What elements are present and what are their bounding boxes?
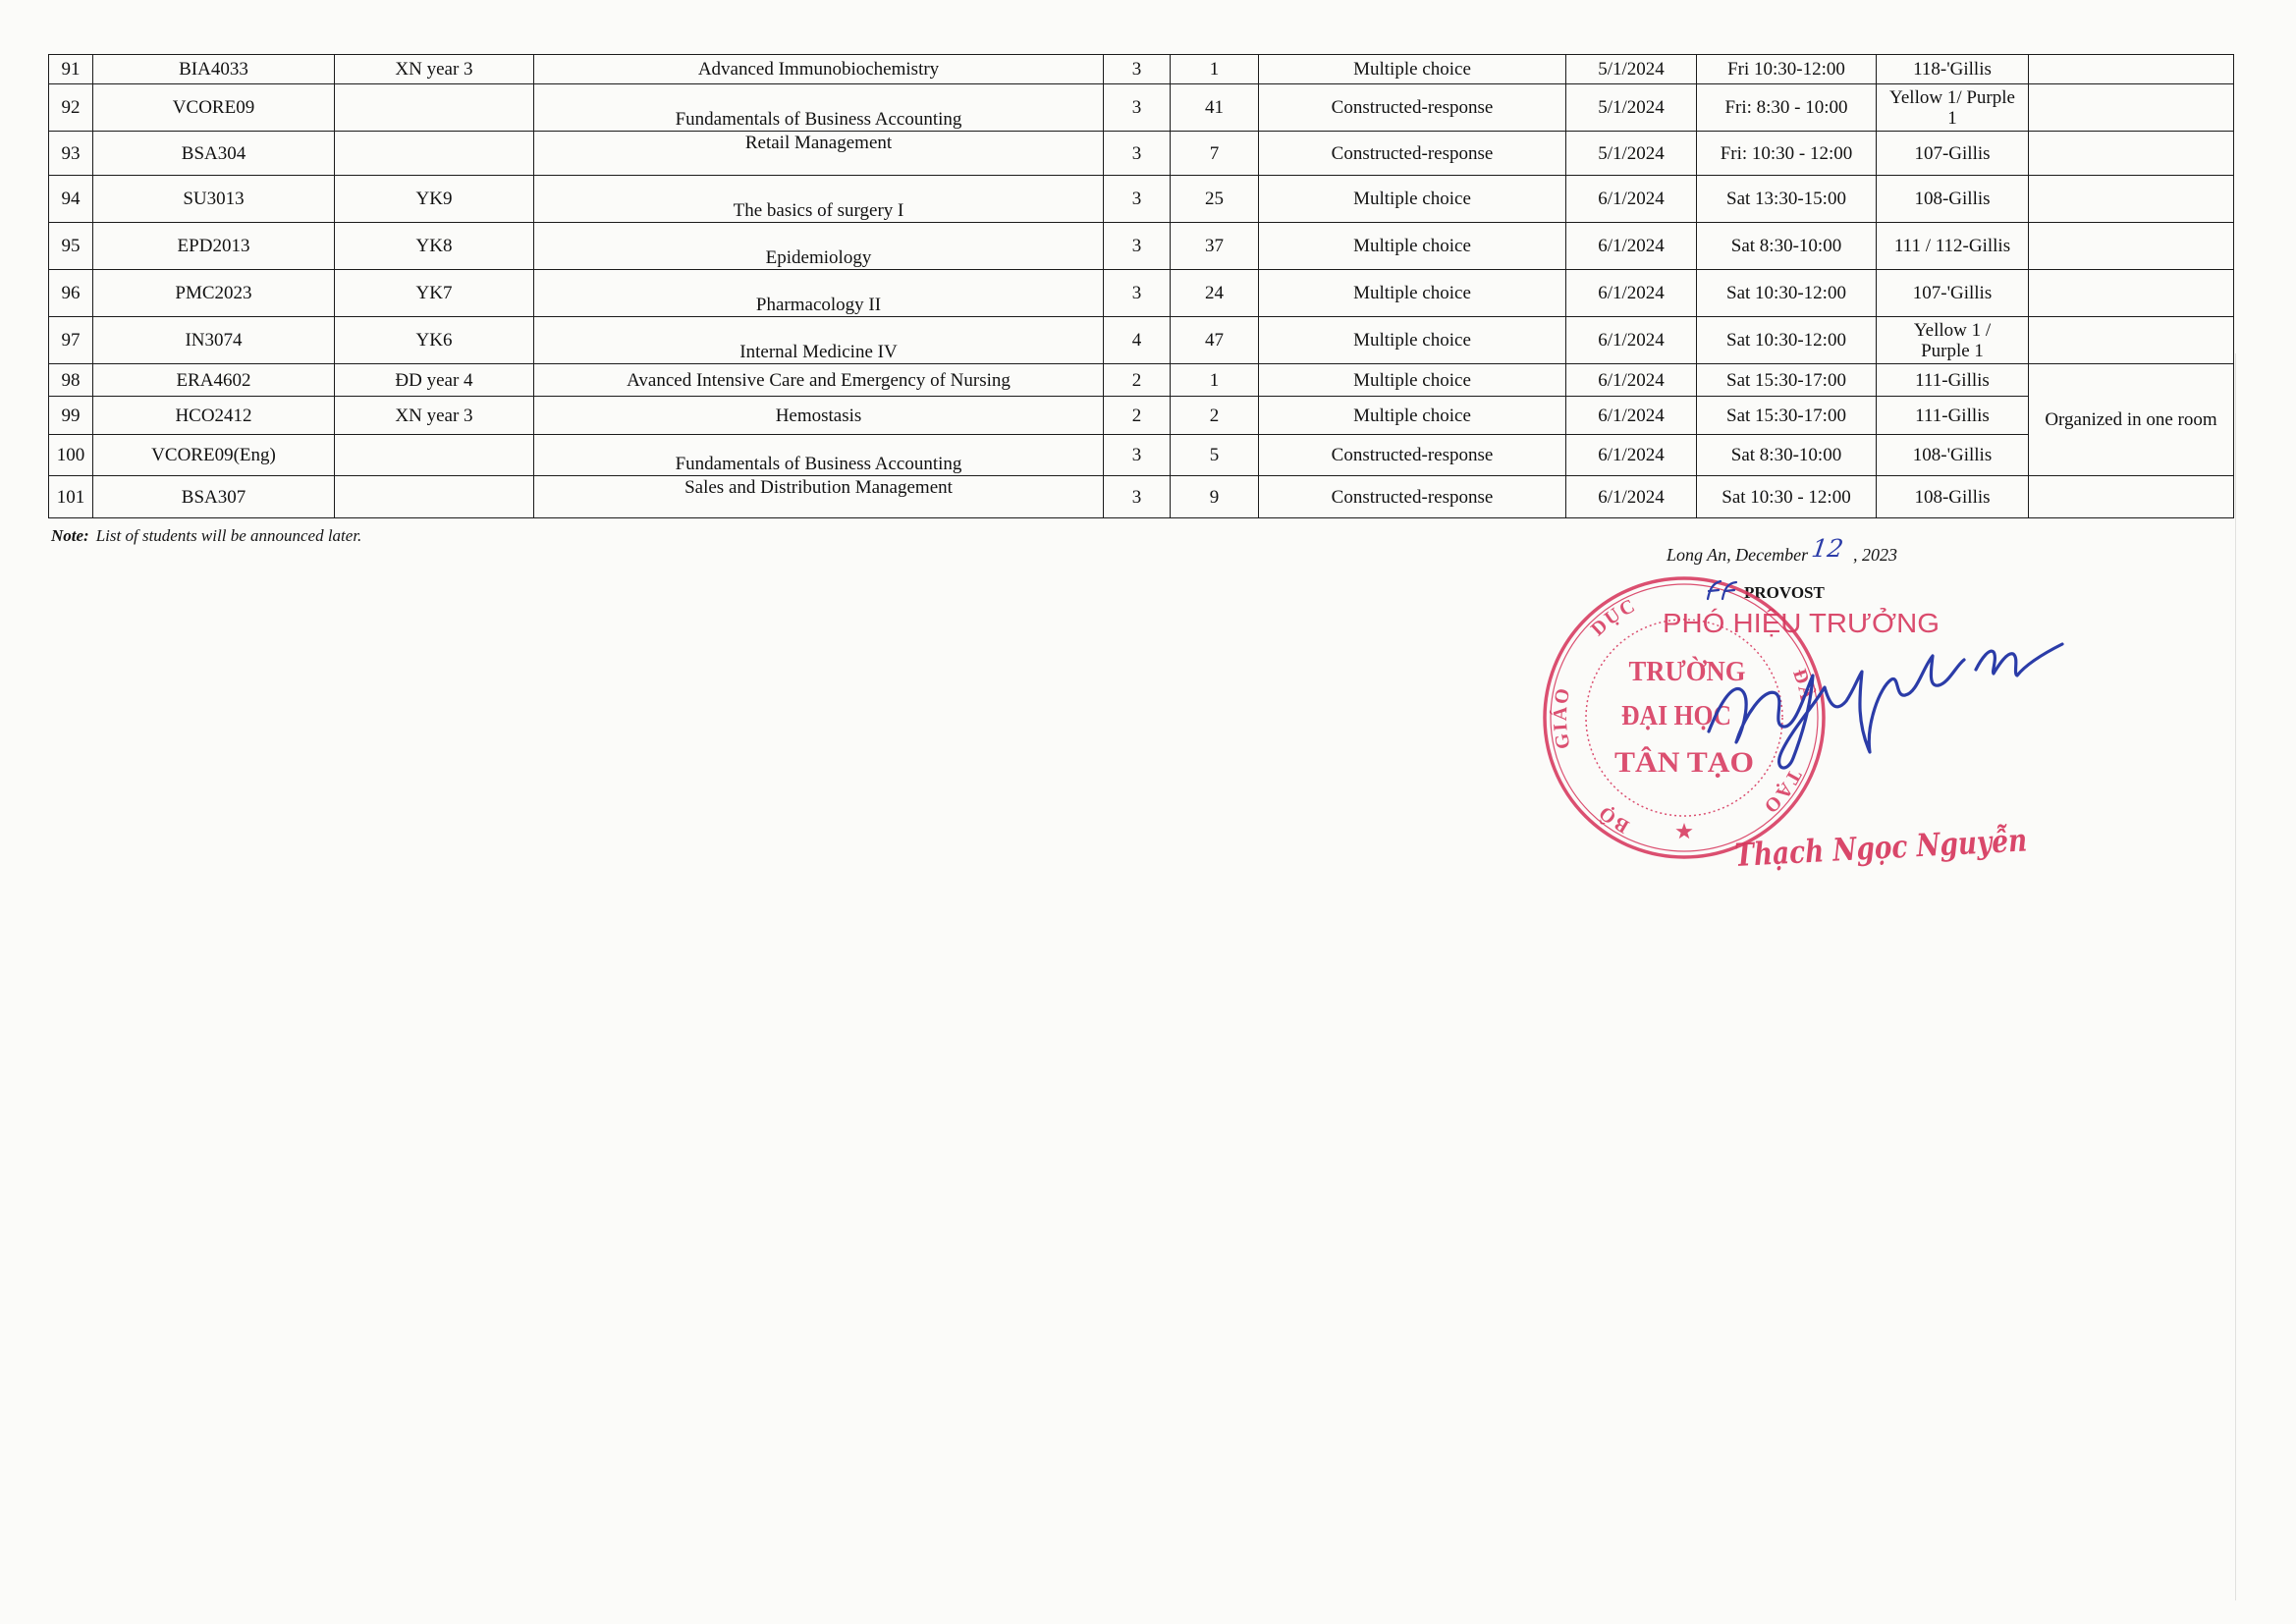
student-count-cell: 2 — [1171, 397, 1259, 435]
exam-row — [49, 270, 2234, 317]
room-cell: 111 / 112-Gillis — [1877, 223, 2029, 270]
exam-date-cell: 6/1/2024 — [1566, 397, 1697, 435]
class-cell: YK9 — [335, 176, 534, 223]
course-code-cell: VCORE09 — [93, 84, 335, 132]
exam-date-cell: 6/1/2024 — [1566, 435, 1697, 476]
room-cell: 108-Gillis — [1877, 176, 2029, 223]
exam-format-cell: Multiple choice — [1259, 223, 1566, 270]
course-code-cell: BIA4033 — [93, 55, 335, 84]
course-code-cell: PMC2023 — [93, 270, 335, 317]
class-cell: XN year 3 — [335, 397, 534, 435]
exam-format-cell: Multiple choice — [1259, 176, 1566, 223]
footnote-text: List of students will be announced later. — [95, 526, 362, 545]
note-cell — [2029, 55, 2234, 84]
room-cell: 111-Gillis — [1877, 397, 2029, 435]
exam-time-cell: Fri: 10:30 - 12:00 — [1697, 132, 1877, 176]
room-cell: Yellow 1/ Purple 1 — [1877, 84, 2029, 132]
course-code-cell: HCO2412 — [93, 397, 335, 435]
exam-date-cell: 6/1/2024 — [1566, 317, 1697, 364]
signature-stroke-flourish — [1976, 644, 2062, 676]
credits-cell: 3 — [1104, 55, 1171, 84]
row-number-cell: 95 — [49, 223, 93, 270]
exam-format-cell: Multiple choice — [1259, 317, 1566, 364]
exam-row — [49, 223, 2234, 270]
exam-time-cell: Fri: 8:30 - 10:00 — [1697, 84, 1877, 132]
course-code-cell: ERA4602 — [93, 364, 335, 397]
credits-cell: 2 — [1104, 397, 1171, 435]
handwritten-day: 12 — [1810, 534, 1845, 563]
exam-row — [49, 317, 2234, 364]
seal-star-icon — [1675, 823, 1692, 839]
student-count-cell: 24 — [1171, 270, 1259, 317]
seal-line-name: TÂN TẠO — [1614, 746, 1754, 779]
student-count-cell: 47 — [1171, 317, 1259, 364]
class-cell — [335, 84, 534, 132]
exam-time-cell: Sat 10:30-12:00 — [1697, 317, 1877, 364]
credits-cell: 3 — [1104, 176, 1171, 223]
stamp-and-signature — [1512, 550, 2160, 903]
note-cell — [2029, 317, 2234, 364]
exam-format-cell: Multiple choice — [1259, 397, 1566, 435]
exam-date-cell: 6/1/2024 — [1566, 476, 1697, 518]
credits-cell: 3 — [1104, 84, 1171, 132]
room-cell: 108-'Gillis — [1877, 435, 2029, 476]
room-cell: 107-Gillis — [1877, 132, 2029, 176]
exam-format-cell: Multiple choice — [1259, 364, 1566, 397]
class-cell — [335, 476, 534, 518]
exam-time-cell: Fri 10:30-12:00 — [1697, 55, 1877, 84]
note-cell: Organized in one room — [2029, 364, 2234, 476]
class-cell: YK8 — [335, 223, 534, 270]
footnote — [51, 526, 361, 546]
seal-ring-segment: ĐÀ — [1788, 666, 1818, 704]
room-cell: 108-Gillis — [1877, 476, 2029, 518]
note-cell — [2029, 132, 2234, 176]
class-cell: YK7 — [335, 270, 534, 317]
subject-cell: Sales and Distribution Management — [534, 476, 1104, 518]
exam-date-cell: 5/1/2024 — [1566, 55, 1697, 84]
handwritten-signature — [1709, 644, 2062, 768]
exam-format-cell: Constructed-response — [1259, 435, 1566, 476]
exam-schedule-body — [49, 55, 2234, 518]
seal-ring-segment: BỘ — [1593, 800, 1633, 838]
year-suffix: , 2023 — [1852, 545, 1897, 565]
student-count-cell: 5 — [1171, 435, 1259, 476]
class-cell — [335, 132, 534, 176]
class-cell: XN year 3 — [335, 55, 534, 84]
exam-row — [49, 55, 2234, 84]
student-count-cell: 7 — [1171, 132, 1259, 176]
student-count-cell: 9 — [1171, 476, 1259, 518]
credits-cell: 2 — [1104, 364, 1171, 397]
seal-ring-segment: GIÁO — [1549, 684, 1575, 751]
exam-schedule-table — [48, 54, 2234, 518]
course-code-cell: BSA304 — [93, 132, 335, 176]
subject-cell: Internal Medicine IV — [534, 317, 1104, 364]
exam-row — [49, 132, 2234, 176]
exam-row — [49, 364, 2234, 397]
exam-date-cell: 6/1/2024 — [1566, 270, 1697, 317]
note-cell — [2029, 223, 2234, 270]
note-cell — [2029, 476, 2234, 518]
subject-cell: Pharmacology II — [534, 270, 1104, 317]
seal-ring-segment: DỤC — [1586, 594, 1641, 641]
seal-ring-segment: TẠO — [1758, 765, 1806, 819]
student-count-cell: 1 — [1171, 55, 1259, 84]
subject-cell: Advanced Immunobiochemistry — [534, 55, 1104, 84]
room-cell: 107-'Gillis — [1877, 270, 2029, 317]
exam-format-cell: Multiple choice — [1259, 55, 1566, 84]
seal-line-school: TRƯỜNG — [1628, 657, 1746, 687]
exam-date-cell: 6/1/2024 — [1566, 364, 1697, 397]
note-cell — [2029, 84, 2234, 132]
seal-line-university: ĐẠI HỌC — [1621, 701, 1731, 731]
row-number-cell: 93 — [49, 132, 93, 176]
course-code-cell: VCORE09(Eng) — [93, 435, 335, 476]
exam-row — [49, 397, 2234, 435]
subject-cell: Avanced Intensive Care and Emergency of Nursing — [534, 364, 1104, 397]
credits-cell: 4 — [1104, 317, 1171, 364]
note-cell — [2029, 176, 2234, 223]
seal-ring-text — [1587, 594, 1640, 640]
place-date-prefix: Long An, December — [1667, 545, 1809, 565]
row-number-cell: 99 — [49, 397, 93, 435]
course-code-cell: SU3013 — [93, 176, 335, 223]
exam-format-cell: Constructed-response — [1259, 476, 1566, 518]
exam-date-cell: 6/1/2024 — [1566, 176, 1697, 223]
credits-cell: 3 — [1104, 223, 1171, 270]
exam-row — [49, 176, 2234, 223]
subject-cell: The basics of surgery I — [534, 176, 1104, 223]
subject-cell: Hemostasis — [534, 397, 1104, 435]
exam-time-cell: Sat 15:30-17:00 — [1697, 397, 1877, 435]
credits-cell: 3 — [1104, 435, 1171, 476]
room-cell: 111-Gillis — [1877, 364, 2029, 397]
class-cell: YK6 — [335, 317, 534, 364]
stamp-position-title: PHÓ HIỆU TRƯỞNG — [1663, 608, 1928, 638]
exam-date-cell: 5/1/2024 — [1566, 84, 1697, 132]
seal-ring-text — [1549, 684, 1575, 750]
subject-cell: Retail Management — [534, 132, 1104, 176]
signatory-title: PROVOST — [1744, 583, 1825, 602]
student-count-cell: 25 — [1171, 176, 1259, 223]
student-count-cell: 41 — [1171, 84, 1259, 132]
row-number-cell: 98 — [49, 364, 93, 397]
exam-format-cell: Multiple choice — [1259, 270, 1566, 317]
exam-time-cell: Sat 15:30-17:00 — [1697, 364, 1877, 397]
seal-ring-text — [1593, 800, 1633, 837]
subject-cell: Fundamentals of Business Accounting — [534, 435, 1104, 476]
exam-time-cell: Sat 8:30-10:00 — [1697, 435, 1877, 476]
exam-time-cell: Sat 13:30-15:00 — [1697, 176, 1877, 223]
row-number-cell: 91 — [49, 55, 93, 84]
credits-cell: 3 — [1104, 476, 1171, 518]
exam-date-cell: 5/1/2024 — [1566, 132, 1697, 176]
exam-time-cell: Sat 10:30 - 12:00 — [1697, 476, 1877, 518]
course-code-cell: IN3074 — [93, 317, 335, 364]
credits-cell: 3 — [1104, 132, 1171, 176]
subject-cell: Epidemiology — [534, 223, 1104, 270]
exam-time-cell: Sat 8:30-10:00 — [1697, 223, 1877, 270]
exam-row — [49, 476, 2234, 518]
footnote-label: Note: — [51, 526, 89, 545]
exam-date-cell: 6/1/2024 — [1566, 223, 1697, 270]
room-cell: Yellow 1 / Purple 1 — [1877, 317, 2029, 364]
exam-time-cell: Sat 10:30-12:00 — [1697, 270, 1877, 317]
row-number-cell: 92 — [49, 84, 93, 132]
course-code-cell: EPD2013 — [93, 223, 335, 270]
exam-format-cell: Constructed-response — [1259, 84, 1566, 132]
class-cell: ĐD year 4 — [335, 364, 534, 397]
scan-page-edge-line — [2235, 353, 2236, 1600]
exam-row — [49, 84, 2234, 132]
exam-row — [49, 435, 2234, 476]
subject-cell: Fundamentals of Business Accounting — [534, 84, 1104, 132]
course-code-cell: BSA307 — [93, 476, 335, 518]
row-number-cell: 101 — [49, 476, 93, 518]
row-number-cell: 94 — [49, 176, 93, 223]
row-number-cell: 97 — [49, 317, 93, 364]
class-cell — [335, 435, 534, 476]
note-cell — [2029, 270, 2234, 317]
student-count-cell: 1 — [1171, 364, 1259, 397]
exam-format-cell: Constructed-response — [1259, 132, 1566, 176]
signer-name: Thạch Ngọc Nguyễn — [1733, 818, 2092, 874]
credits-cell: 3 — [1104, 270, 1171, 317]
room-cell: 118-'Gillis — [1877, 55, 2029, 84]
row-number-cell: 96 — [49, 270, 93, 317]
student-count-cell: 37 — [1171, 223, 1259, 270]
row-number-cell: 100 — [49, 435, 93, 476]
